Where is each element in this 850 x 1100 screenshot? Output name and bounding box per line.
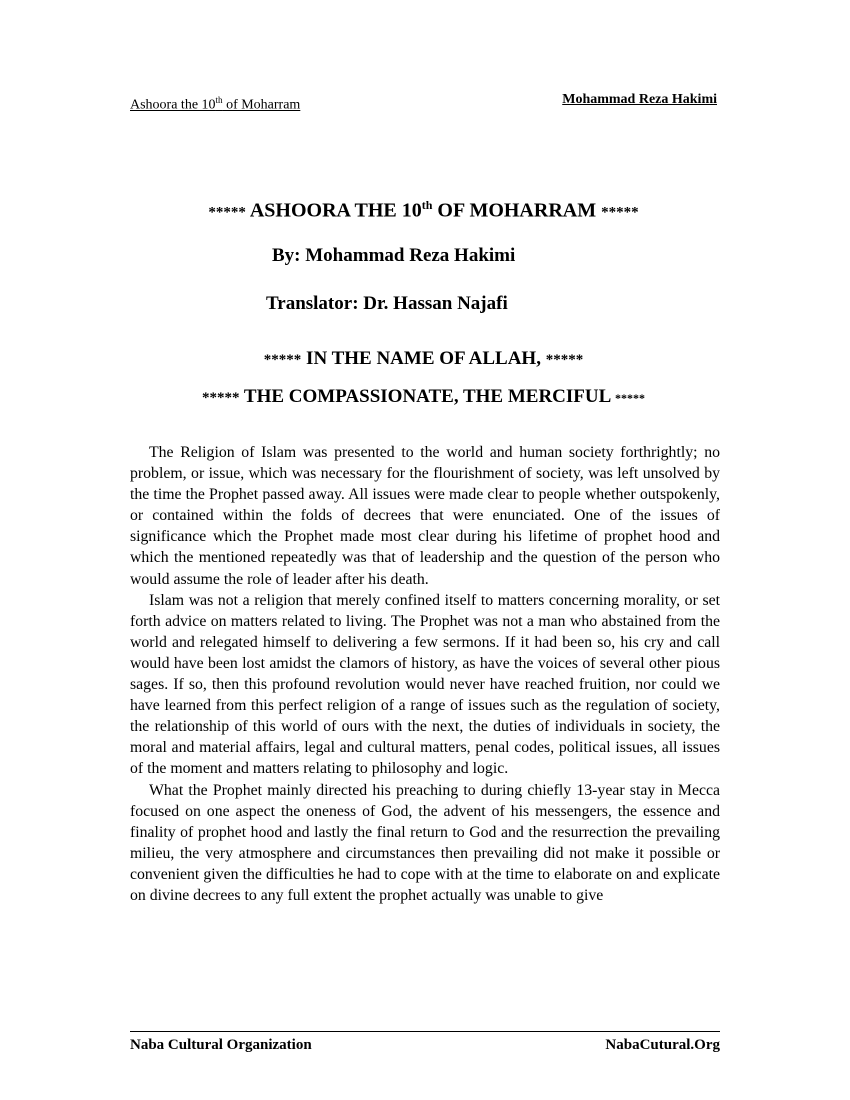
- paragraph: The Religion of Islam was presented to the world and human society forthrightly; no problem, or issue, which was necessary for the flourishment of society, was left unsolved by the time the Prophet passed away. All issues were made clear to people whether outspokenly, or contained within the folds of decrees that were enunciated. One of the issues of significance which the Prophet made most clear during his lifetime of prophet hood and which the mentioned repeatedly was that of leadership and the question of the person who would assume the role of leader after his death.: [130, 444, 720, 588]
- author-line: By: Mohammad Reza Hakimi: [272, 245, 516, 266]
- header-author: Mohammad Reza Hakimi: [562, 92, 717, 107]
- translator-line: Translator: Dr. Hassan Najafi: [266, 293, 508, 314]
- paragraph: Islam was not a religion that merely confined itself to matters concerning morality, or set forth advice on matters related to living. The Prophet was not a man who abstained from the world and relegated himself to delivering a few sermons. If it had been so, his cry and call would have been lost amidst the clamors of history, as have the voices of several other pious sages. If so, then this profound revolution would never have reached fruition, nor could we have learned from this perfect religion of a range of issues such as the regulation of society, the relationship of this world of ours with the next, the duties of individuals in society, the moral and material affairs, legal and cultural matters, penal codes, political issues, all issues of the moment and matters relating to philosophy and logic.: [130, 591, 720, 778]
- paragraph: What the Prophet mainly directed his preaching to during chiefly 13-year stay in Mecca focused on one aspect the oneness of God, the advent of his messengers, the essence and finality of prophet hood and lastly the final return to God and the resurrection the prevailing milieu, the very atmosphere and circumstances then prevailing did not make it possible or convenient given the difficulties he had to cope with at the time to elaborate on and explicate on divine decrees to any full extent the prophet actually was unable to give: [130, 781, 720, 904]
- invocation-line-1: ***** IN THE NAME OF ALLAH, *****: [263, 348, 584, 369]
- invocation-line-2: ***** THE COMPASSIONATE, THE MERCIFUL *****: [201, 386, 645, 407]
- footer-website: NabaCutural.Org: [605, 1037, 720, 1053]
- body-text: [130, 442, 720, 906]
- footer-organization: Naba Cultural Organization: [130, 1037, 312, 1053]
- footer-divider: [130, 1031, 720, 1032]
- document-title: ***** ASHOORA THE 10th OF MOHARRAM *****: [208, 198, 639, 222]
- header-book-title: Ashoora the 10th of Moharram: [130, 95, 301, 113]
